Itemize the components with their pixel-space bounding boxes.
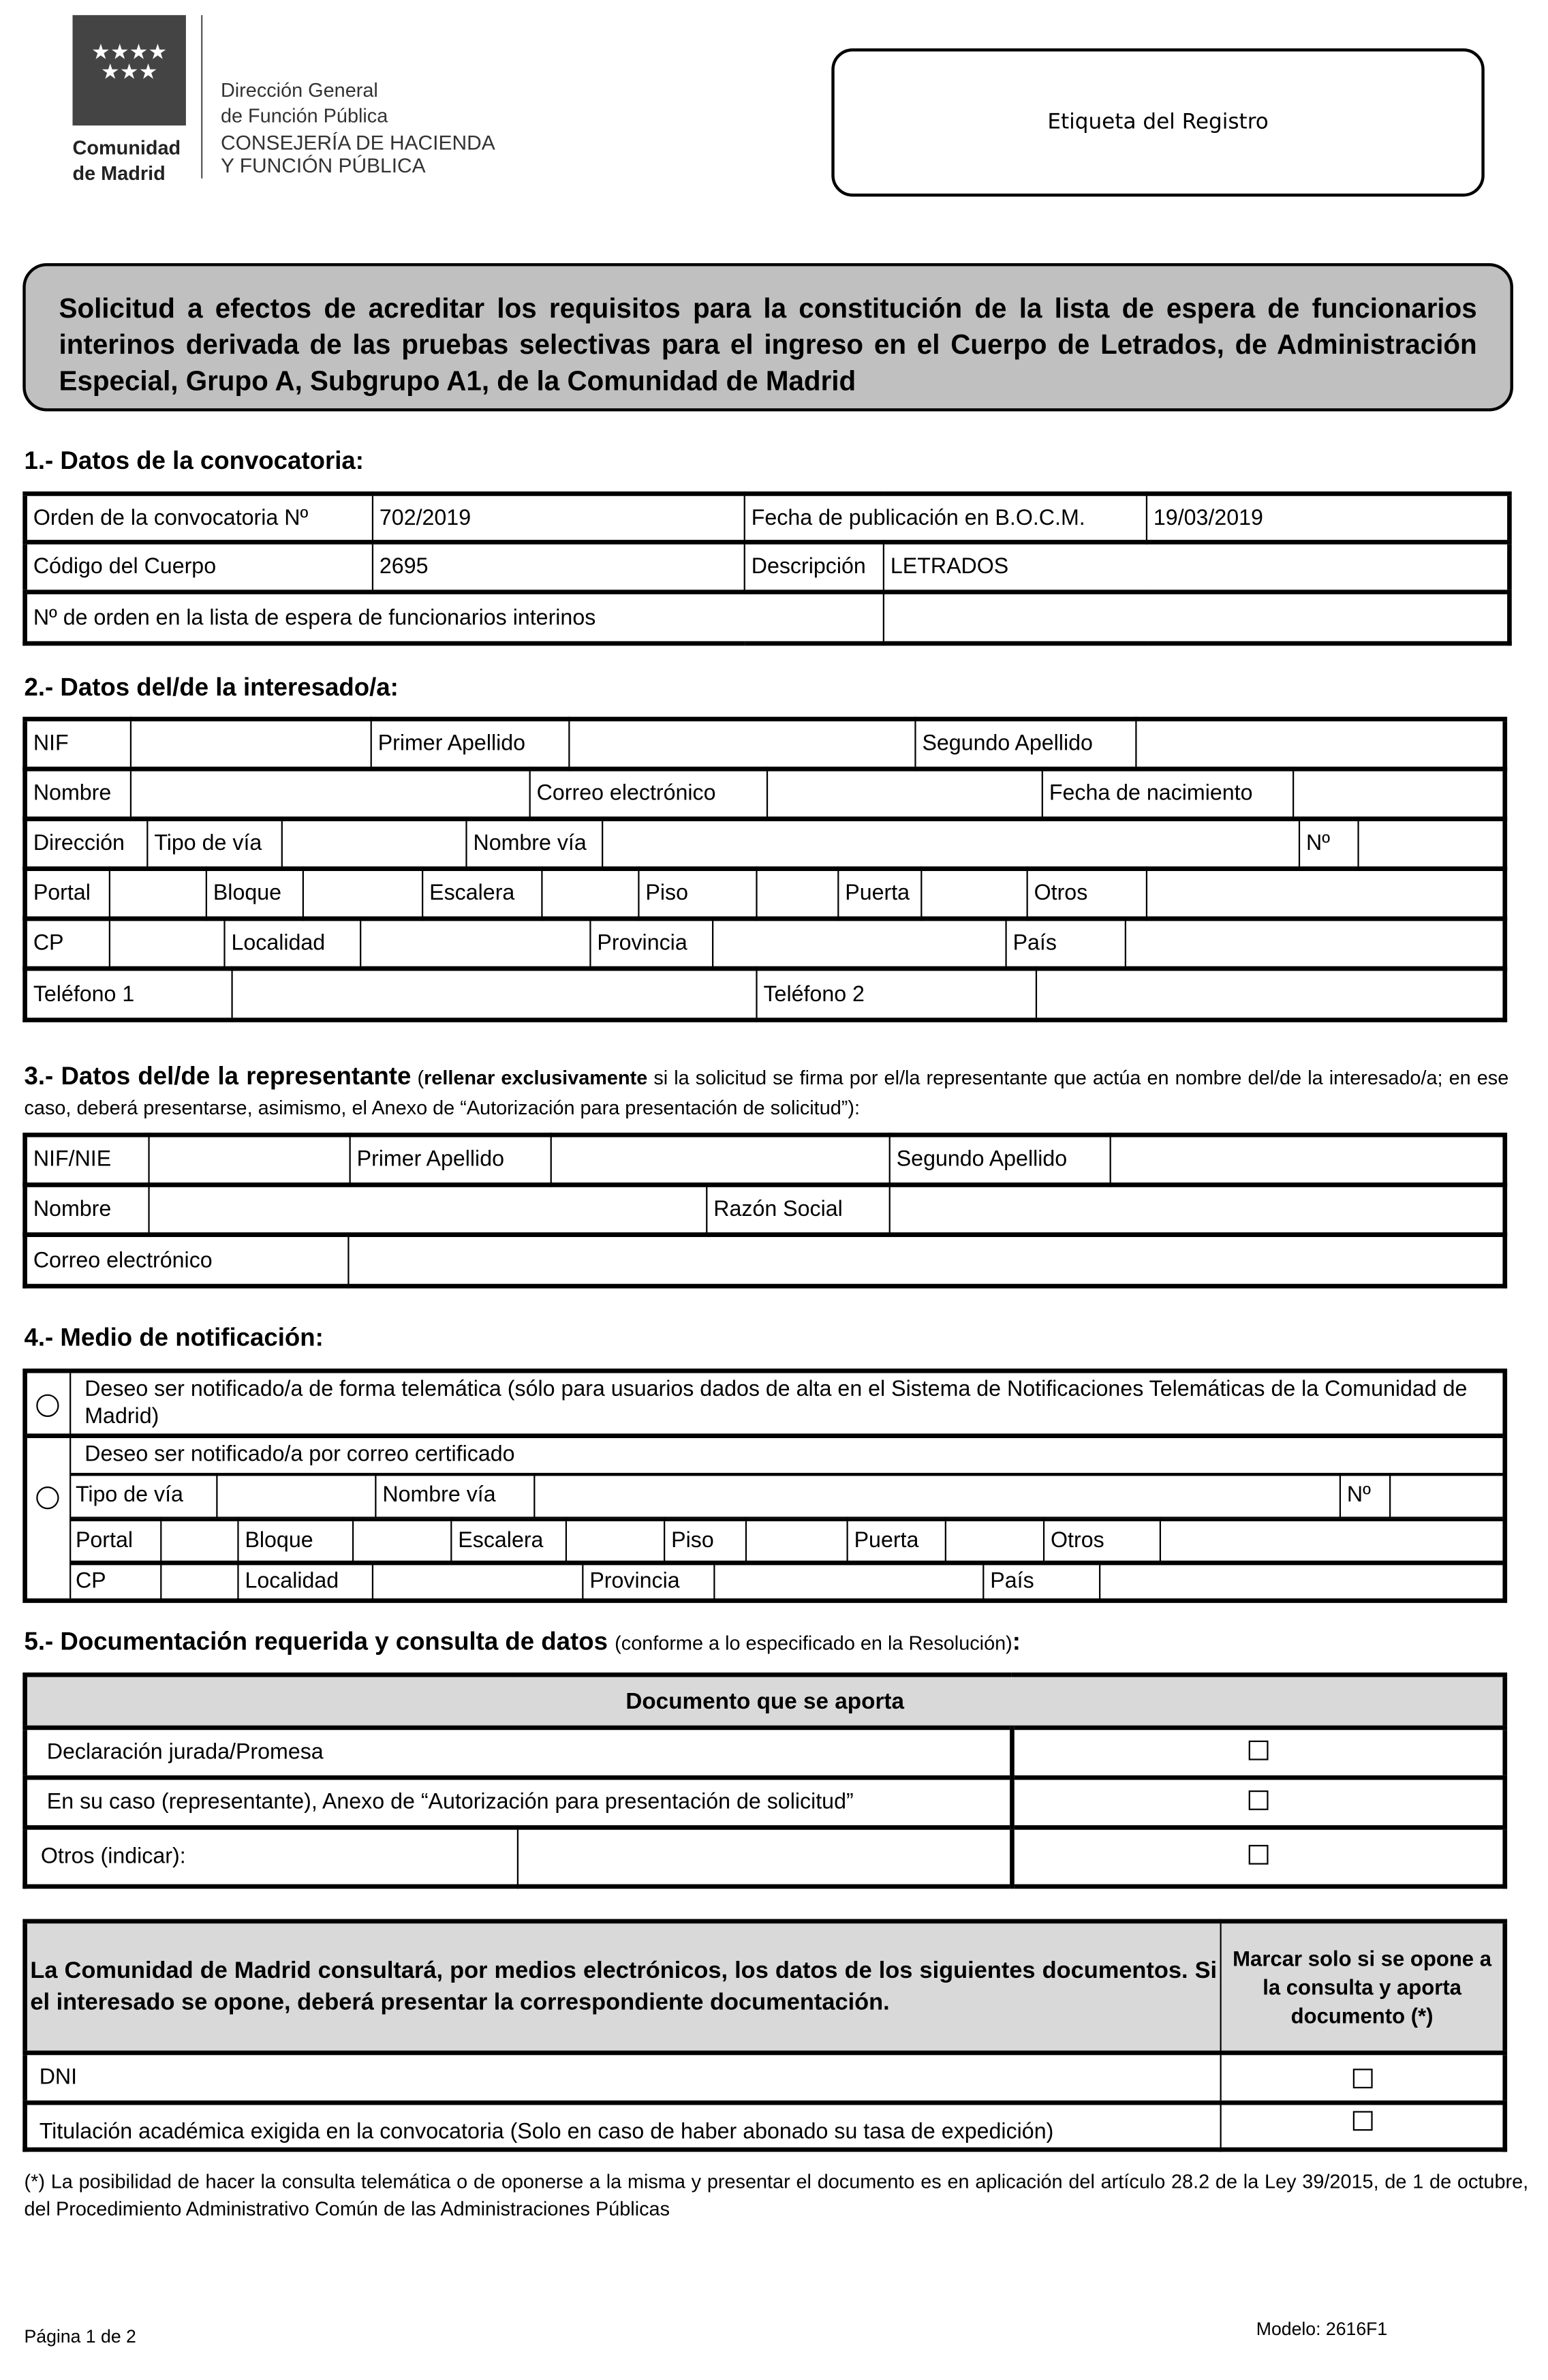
notif-cp-label: CP [69, 1563, 161, 1600]
otros-field[interactable] [1147, 869, 1505, 919]
notif-numero-field[interactable] [1390, 1474, 1502, 1516]
numero-label: Nº [1299, 819, 1359, 868]
notif-escalera-field[interactable] [566, 1520, 664, 1561]
bloque-label: Bloque [206, 869, 303, 919]
notif-localidad-label: Localidad [238, 1563, 372, 1600]
rep-segundo-apellido-label: Segundo Apellido [890, 1135, 1111, 1185]
tipo-via-label: Tipo de vía [147, 819, 281, 868]
organization-name [221, 77, 495, 179]
page-number: Página 1 de 2 [24, 2325, 136, 2347]
razon-social-field[interactable] [890, 1185, 1505, 1234]
piso-label: Piso [638, 869, 756, 919]
num-orden-label: Nº de orden en la lista de espera de funcionarios interinos [25, 592, 884, 643]
cp-label: CP [25, 919, 110, 968]
radio-telematica[interactable] [36, 1394, 59, 1417]
correo-address-table [69, 1473, 1502, 1517]
interesado-table-row4 [22, 866, 1507, 921]
interesado-table-row3 [22, 817, 1507, 871]
documentos-table [22, 1673, 1507, 1889]
notif-tipo-via-field[interactable] [217, 1474, 375, 1516]
telefono2-label: Teléfono 2 [756, 968, 1036, 1020]
puerta-label: Puerta [838, 869, 921, 919]
rep-primer-apellido-field[interactable] [551, 1135, 890, 1185]
escalera-field[interactable] [542, 869, 638, 919]
notif-cp-field[interactable] [161, 1563, 238, 1600]
consulta-table [22, 1919, 1507, 2152]
interesado-table-row2 [22, 767, 1507, 821]
footnote: (*) La posibilidad de hacer la consulta telemática o de oponerse a la misma y presentar el documento es en aplicación del artículo 28.2 de la Ley 39/2015, de 1 de octubre, del Procedimiento Administrativo Común de las Administraciones Públicas [24, 2169, 1529, 2221]
notif-tipo-via-label: Tipo de vía [69, 1474, 217, 1516]
notif-numero-label: Nº [1340, 1474, 1390, 1516]
numero-field[interactable] [1359, 819, 1505, 868]
option-correo-label: Deseo ser notificado/a por correo certificado [84, 1442, 515, 1467]
notif-bloque-field[interactable] [353, 1520, 451, 1561]
representante-table-row3 [22, 1232, 1507, 1288]
doc-row [25, 1827, 1505, 1887]
logo-divider [201, 15, 202, 179]
orden-label: Orden de la convocatoria Nº [25, 493, 373, 542]
nif-label: NIF [25, 719, 131, 769]
provincia-label: Provincia [590, 919, 713, 968]
fecha-nacimiento-label: Fecha de nacimiento [1042, 769, 1293, 819]
nombre-via-label: Nombre vía [466, 819, 602, 868]
doc-row [25, 1778, 1505, 1827]
stars-row-1: ★★★★ [91, 39, 168, 64]
nif-nie-field[interactable] [149, 1135, 350, 1185]
primer-apellido-label: Primer Apellido [371, 719, 570, 769]
form-title-box [22, 263, 1513, 411]
notif-portal-field[interactable] [161, 1520, 238, 1561]
section-4-heading: 4.- Medio de notificación: [24, 1324, 324, 1352]
notif-piso-label: Piso [664, 1520, 746, 1561]
doc-label: Declaración jurada/Promesa [25, 1728, 1012, 1778]
telefono2-field[interactable] [1036, 968, 1505, 1020]
nombre-via-field[interactable] [602, 819, 1299, 868]
otros-indicar-field[interactable] [518, 1827, 1012, 1887]
primer-apellido-field[interactable] [569, 719, 915, 769]
localidad-field[interactable] [360, 919, 590, 968]
form-title: Solicitud a efectos de acreditar los requisitos para la constitución de la lista de espera de funcionarios interinos derivada de las pruebas selectivas para el ingreso en el Cuerpo de Letrados, de Administración Especial, Grupo A, Subgrupo A1, de la Comunidad de Madrid [59, 293, 1477, 397]
interesado-table [22, 717, 1507, 772]
direccion-label: Dirección [25, 819, 148, 868]
correo-address-table-row3 [69, 1562, 1502, 1601]
nombre-label: Nombre [25, 769, 131, 819]
consulta-checkbox[interactable] [1352, 2069, 1372, 2088]
telefono1-label: Teléfono 1 [25, 968, 232, 1020]
interesado-table-row5 [22, 917, 1507, 971]
representante-table-row2 [22, 1183, 1507, 1237]
telefono1-field[interactable] [232, 968, 757, 1020]
rep-correo-field[interactable] [348, 1235, 1504, 1286]
segundo-apellido-field[interactable] [1136, 719, 1504, 769]
org-line-2: de Función Pública [220, 104, 388, 127]
doc-label: Otros (indicar): [25, 1827, 518, 1887]
section-5-heading: 5.- Documentación requerida y consulta de datos [24, 1628, 608, 1656]
piso-field[interactable] [756, 869, 838, 919]
stars-row-2: ★★★ [100, 59, 158, 84]
notif-piso-field[interactable] [746, 1520, 848, 1561]
fecha-nacimiento-field[interactable] [1293, 769, 1505, 819]
logo-name-line-2: de Madrid [72, 162, 166, 185]
notif-nombre-via-label: Nombre vía [375, 1474, 534, 1516]
notif-otros-field[interactable] [1160, 1520, 1503, 1561]
correo-field[interactable] [767, 769, 1042, 819]
notif-pais-field[interactable] [1100, 1563, 1502, 1600]
bloque-field[interactable] [303, 869, 422, 919]
dept-line-2: Y FUNCIÓN PÚBLICA [220, 154, 426, 177]
rep-segundo-apellido-field[interactable] [1111, 1135, 1505, 1185]
org-line-1: Dirección General [220, 78, 378, 102]
nif-field[interactable] [131, 719, 371, 769]
notif-escalera-label: Escalera [451, 1520, 566, 1561]
notif-otros-label: Otros [1044, 1520, 1160, 1561]
nombre-field[interactable] [131, 769, 530, 819]
section-5-heading-colon: : [1012, 1628, 1021, 1656]
codigo-label: Código del Cuerpo [25, 542, 373, 592]
descripcion-label: Descripción [745, 542, 884, 592]
marcar-header: Marcar solo si se opone a la consulta y aporta documento (*) [1221, 1921, 1505, 2053]
escalera-label: Escalera [422, 869, 542, 919]
portal-field[interactable] [110, 869, 206, 919]
rep-nombre-label: Nombre [25, 1185, 149, 1234]
notif-provincia-field[interactable] [714, 1563, 983, 1600]
cp-field[interactable] [110, 919, 225, 968]
section-5-heading-note: (conforme a lo especificado en la Resolución) [615, 1632, 1012, 1655]
segundo-apellido-label: Segundo Apellido [915, 719, 1136, 769]
notif-pais-label: País [983, 1563, 1100, 1600]
descripcion-value[interactable]: LETRADOS [884, 542, 1510, 592]
representante-table [22, 1133, 1507, 1187]
interesado-table-row6 [22, 966, 1507, 1022]
provincia-field[interactable] [713, 919, 1006, 968]
notif-nombre-via-field[interactable] [534, 1474, 1340, 1516]
notif-localidad-field[interactable] [373, 1563, 583, 1600]
puerta-field[interactable] [921, 869, 1027, 919]
section-1-heading: 1.- Datos de la convocatoria: [24, 447, 364, 475]
notif-provincia-label: Provincia [583, 1563, 714, 1600]
registry-label: Etiqueta del Registro [1047, 110, 1269, 135]
radio-divider [27, 1433, 69, 1438]
correo-address-table-row2 [69, 1519, 1502, 1561]
logo-name-line-1: Comunidad [72, 136, 181, 159]
consulta-checkbox[interactable] [1352, 2111, 1372, 2131]
razon-social-label: Razón Social [707, 1185, 889, 1234]
registry-label-box [831, 48, 1485, 196]
section-3-heading: 3.- Datos del/de la representante [24, 1063, 412, 1090]
orden-value[interactable]: 702/2019 [373, 493, 745, 542]
doc-checkbox[interactable] [1248, 1790, 1268, 1810]
tipo-via-field[interactable] [282, 819, 467, 868]
section-3-note-open: ( [417, 1066, 424, 1089]
documentos-header: Documento que se aporta [25, 1675, 1505, 1728]
consulta-doc-label: DNI [25, 2053, 1221, 2103]
logo-stars-icon [73, 39, 186, 84]
radio-correo-certificado[interactable] [36, 1486, 59, 1509]
notif-puerta-label: Puerta [848, 1520, 946, 1561]
section-5-heading-block [25, 1629, 1021, 1658]
logo-name [73, 134, 191, 185]
dept-line-1: CONSEJERÍA DE HACIENDA [220, 132, 495, 155]
notif-portal-label: Portal [69, 1520, 161, 1561]
codigo-value[interactable]: 2695 [373, 542, 745, 592]
consulta-doc-label: Titulación académica exigida en la convocatoria (Solo en caso de haber abonado su tasa de expedición) [25, 2103, 1221, 2150]
portal-label: Portal [25, 869, 110, 919]
doc-label: En su caso (representante), Anexo de “Autorización para presentación de solicitud” [25, 1778, 1012, 1827]
option-telematica-label: Deseo ser notificado/a de forma telemática (sólo para usuarios dados de alta en el Sistema de Notificaciones Telemáticas de la Comunidad de Madrid) [84, 1377, 1468, 1429]
section-3-note: si la solicitud se firma por el/la representante que actúa en nombre del/de la interesado/a; en ese caso, deberá presentarse, asimismo, el Anexo de “Autorización para presentación de solicitud”): [24, 1066, 1509, 1119]
notif-bloque-label: Bloque [238, 1520, 353, 1561]
pais-field[interactable] [1126, 919, 1505, 968]
localidad-label: Localidad [224, 919, 360, 968]
section-3-heading-block [25, 1062, 1509, 1124]
rep-primer-apellido-label: Primer Apellido [350, 1135, 551, 1185]
consulta-header: La Comunidad de Madrid consultará, por medios electrónicos, los datos de los siguientes documentos. Si el interesado se opone, deberá presentar la correspondiente documentación. [25, 1921, 1221, 2053]
doc-checkbox[interactable] [1248, 1844, 1268, 1864]
convocatoria-table [22, 491, 1511, 645]
fecha-publicacion-label: Fecha de publicación en B.O.C.M. [745, 493, 1147, 542]
consulta-row [25, 2103, 1505, 2150]
rep-correo-label: Correo electrónico [25, 1235, 349, 1286]
correo-label: Correo electrónico [530, 769, 767, 819]
doc-row [25, 1728, 1505, 1778]
section-2-heading: 2.- Datos del/de la interesado/a: [24, 674, 399, 702]
num-orden-field[interactable] [884, 592, 1510, 643]
notif-puerta-field[interactable] [946, 1520, 1044, 1561]
fecha-publicacion-value[interactable]: 19/03/2019 [1147, 493, 1510, 542]
pais-label: País [1006, 919, 1126, 968]
notificacion-box [22, 1369, 1507, 1603]
otros-label: Otros [1027, 869, 1147, 919]
rep-nombre-field[interactable] [149, 1185, 707, 1234]
section-3-note-bold: rellenar exclusivamente [424, 1066, 648, 1089]
nif-nie-label: NIF/NIE [25, 1135, 149, 1185]
row-divider [69, 1433, 1502, 1438]
modelo-code: Modelo: 2616F1 [1256, 2318, 1388, 2340]
consulta-row [25, 2053, 1505, 2103]
doc-checkbox[interactable] [1248, 1740, 1268, 1760]
